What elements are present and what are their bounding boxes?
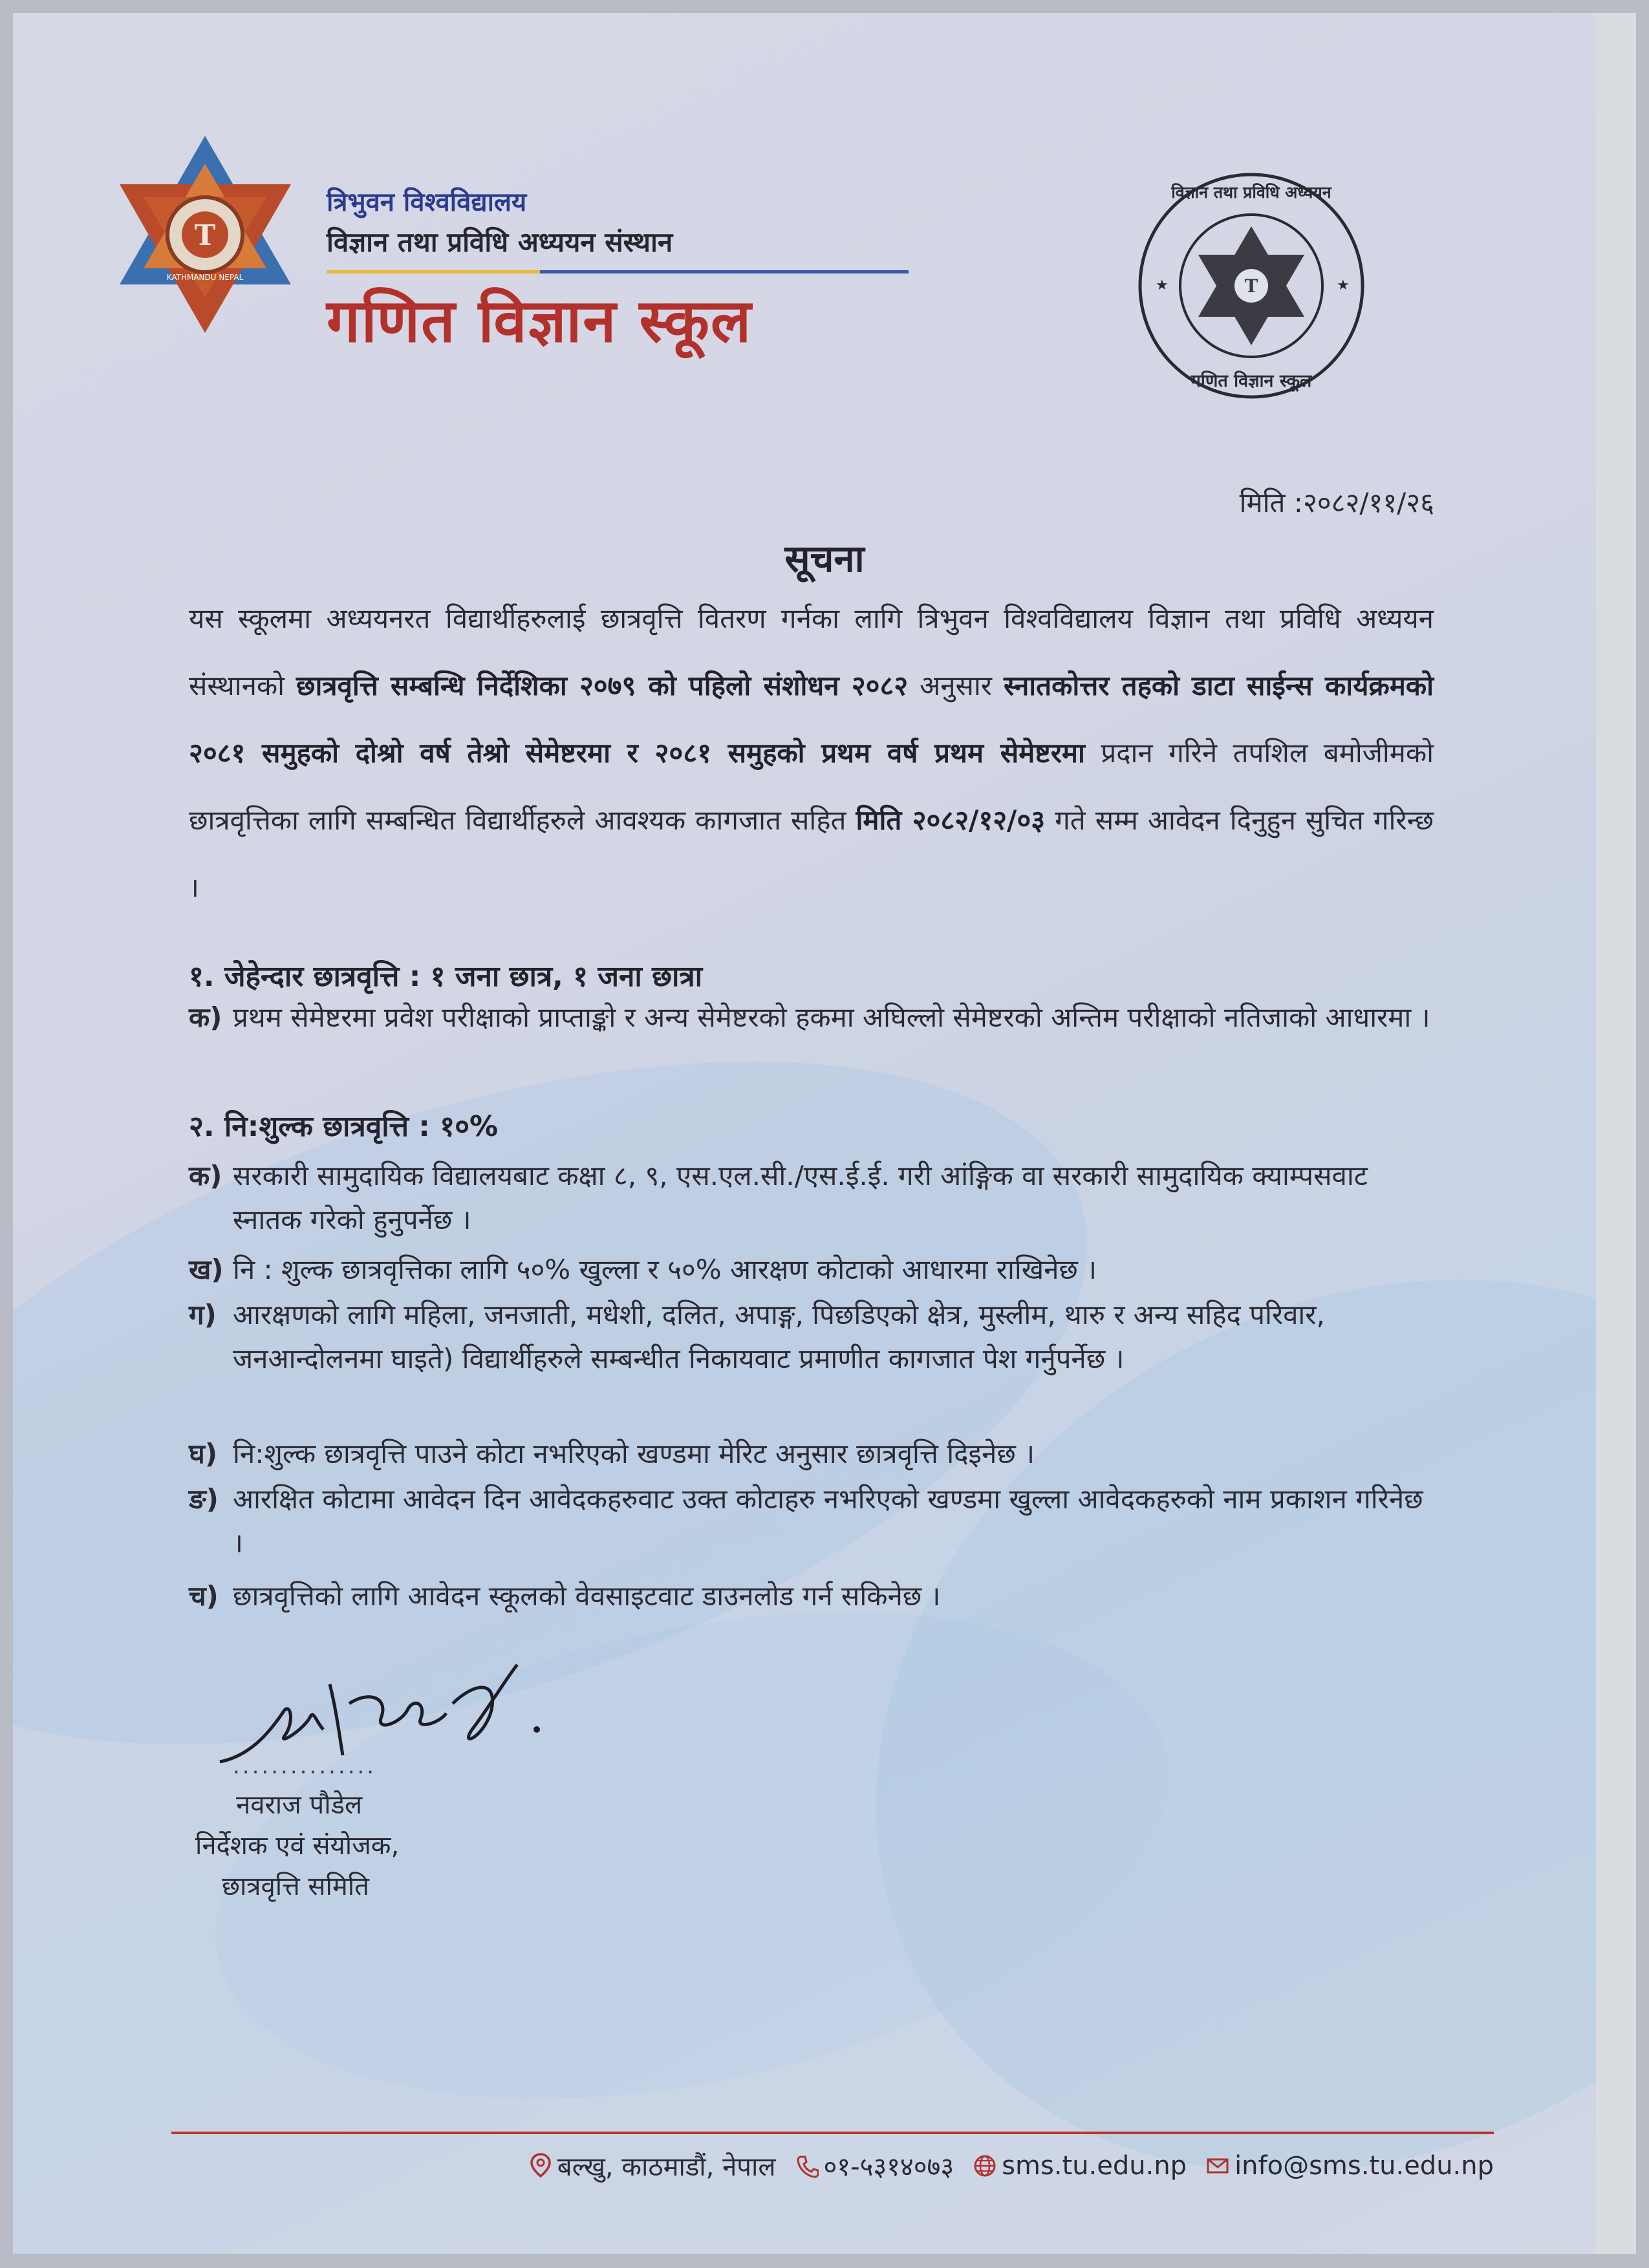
school-name: गणित विज्ञान स्कूल	[327, 286, 753, 356]
svg-text:KATHMANDU NEPAL: KATHMANDU NEPAL	[166, 273, 244, 282]
list-item-marker: क)	[189, 1001, 222, 1033]
list-item-text: प्रथम सेमेष्टरमा प्रवेश परीक्षाको प्राप्ताङ्को र अन्य सेमेष्टरको हकमा अघिल्लो सेमेष्टरको अन्तिम परीक्षाको नतिजाको आधारमा ।	[233, 1001, 1430, 1033]
header-rule-blue	[540, 270, 909, 273]
footer-rule	[171, 2132, 1494, 2134]
svg-text:T: T	[1244, 275, 1258, 297]
email-link[interactable]: info@sms.tu.edu.np	[1234, 2150, 1494, 2181]
school-seal-stamp-icon	[1135, 169, 1368, 402]
university-name: त्रिभुवन विश्वविद्यालय	[327, 187, 527, 217]
list-item-marker: च)	[189, 1580, 219, 1612]
scan-margin	[1596, 13, 1636, 2254]
list-item-text: नि : शुल्क छात्रवृत्तिका लागि ५०% खुल्ला र ५०% आरक्षण कोटाको आधारमा राखिनेछ ।	[233, 1254, 1097, 1285]
header-rule-yellow	[327, 270, 540, 273]
svg-text:T: T	[194, 219, 216, 252]
signature-line: ...............	[233, 1753, 377, 1779]
list-item-marker: ग)	[189, 1299, 217, 1331]
list-item-marker: घ)	[189, 1438, 218, 1470]
phone-text[interactable]: ०१-५३१४०७३	[823, 2152, 954, 2182]
list-item-text: आरक्षणको लागि महिला, जनजाती, मधेशी, दलित, अपाङ्ग, पिछडिएको क्षेत्र, मुस्लीम, थारु र अन्य सहिद परिवार, जनआन्दोलनमा घाइते) विद्यार्थीहरुले सम्बन्धीत निकायवाट प्रमाणीत कागजात पेश गर्नुपर्नेछ ।	[233, 1299, 1325, 1375]
date-label: मिति :	[1239, 487, 1303, 519]
notice-intro-paragraph	[189, 585, 1434, 921]
institute-name: विज्ञान तथा प्रविधि अध्ययन संस्थान	[327, 226, 673, 258]
list-item-marker: ङ)	[189, 1483, 219, 1515]
list-item	[189, 1154, 1440, 1242]
list-item-text: छात्रवृत्तिको लागि आवेदन स्कूलको वेवसाइटवाट डाउनलोड गर्न सकिनेछ ।	[233, 1580, 941, 1612]
list-item-marker: क)	[189, 1160, 222, 1192]
address-text: बल्खु, काठमाडौं, नेपाल	[557, 2152, 776, 2182]
section1-heading: १. जेहेन्दार छात्रवृत्ति : १ जना छात्र, १ जना छात्रा	[189, 960, 703, 993]
footer-website[interactable]	[973, 2151, 1187, 2181]
intro-text: अनुसार	[908, 670, 1004, 701]
phone-icon	[795, 2153, 819, 2179]
list-item	[189, 996, 1440, 1040]
list-item-marker: ख)	[189, 1254, 224, 1285]
date-value: २०८२/११/२६	[1302, 487, 1434, 519]
list-item	[189, 1432, 1440, 1476]
intro-text: गते सम्म आवेदन दिनुहुन सुचित गरिन्छ ।	[189, 804, 1434, 903]
intro-bold-text: मिति २०८२/१२/०३	[856, 804, 1046, 836]
svg-text:विज्ञान तथा प्रविधि अध्ययन: विज्ञान तथा प्रविधि अध्ययन	[1171, 183, 1331, 202]
footer-address	[529, 2148, 776, 2183]
footer-contact	[529, 2148, 1494, 2183]
list-item-text: नि:शुल्क छात्रवृत्ति पाउने कोटा नभरिएको खण्डमा मेरिट अनुसार छात्रवृत्ति दिइनेछ ।	[233, 1438, 1035, 1470]
footer-email[interactable]	[1206, 2151, 1494, 2181]
list-item	[189, 1248, 1440, 1292]
list-item	[189, 1293, 1440, 1381]
notice-title: सूचना	[784, 537, 865, 581]
intro-bold-text: छात्रवृत्ति सम्बन्धि निर्देशिका २०७९ को पहिलो संशोधन २०८२	[296, 670, 909, 701]
svg-text:★: ★	[1337, 277, 1350, 294]
intro-text: यस स्कूलमा अध्ययनरत विद्यार्थीहरुलाई छात्रवृत्ति वितरण गर्नका लागि त्रिभुवन विश्वविद्यालय विज्ञान तथा प्रविधि अध्ययन संस्थानको	[189, 603, 1434, 701]
email-icon	[1206, 2153, 1229, 2179]
signatory-role: निर्देशक एवं संयोजक,	[195, 1831, 400, 1861]
list-item-text: सरकारी सामुदायिक विद्यालयबाट कक्षा ८, ९, एस.एल.सी./एस.ई.ई. गरी आंङ्गिक वा सरकारी सामुदायिक क्याम्पसवाट स्नातक गरेको हुनुपर्नेछ ।	[233, 1160, 1368, 1236]
signatory-committee: छात्रवृत्ति समिति	[222, 1872, 369, 1901]
intro-bold-text: स्नातकोत्तर तहको डाटा साईन्स कार्यक्रमको २०८१ समुहको दोश्रो वर्ष तेश्रो सेमेष्टरमा र २०८१ समुहको प्रथम वर्ष प्रथम सेमेष्टरमा	[189, 670, 1434, 769]
list-item-text: आरक्षित कोटामा आवेदन दिन आवेदकहरुवाट उक्त कोटाहरु नभरिएको खण्डमा खुल्ला आवेदकहरुको नाम प्रकाशन गरिनेछ ।	[233, 1483, 1423, 1559]
section2-heading: २. नि:शुल्क छात्रवृत्ति : १०%	[189, 1110, 499, 1143]
intro-text: प्रदान गरिने तपशिल बमोजीमको छात्रवृत्तिका लागि सम्बन्धित विद्यार्थीहरुले आवश्यक कागजात सहित	[189, 737, 1434, 836]
notice-date	[1240, 484, 1434, 520]
signatory-name: नवराज पौडेल	[236, 1790, 363, 1820]
svg-text:★: ★	[1156, 277, 1169, 294]
globe-icon	[973, 2153, 997, 2179]
footer-phone[interactable]	[795, 2148, 954, 2183]
list-item	[189, 1477, 1440, 1565]
svg-text:गणित विज्ञान स्कूल: गणित विज्ञान स्कूल	[1191, 371, 1312, 391]
website-link[interactable]: sms.tu.edu.np	[1002, 2150, 1187, 2181]
location-pin-icon	[529, 2153, 552, 2179]
tu-logo-icon	[116, 133, 294, 336]
list-item	[189, 1574, 1440, 1618]
